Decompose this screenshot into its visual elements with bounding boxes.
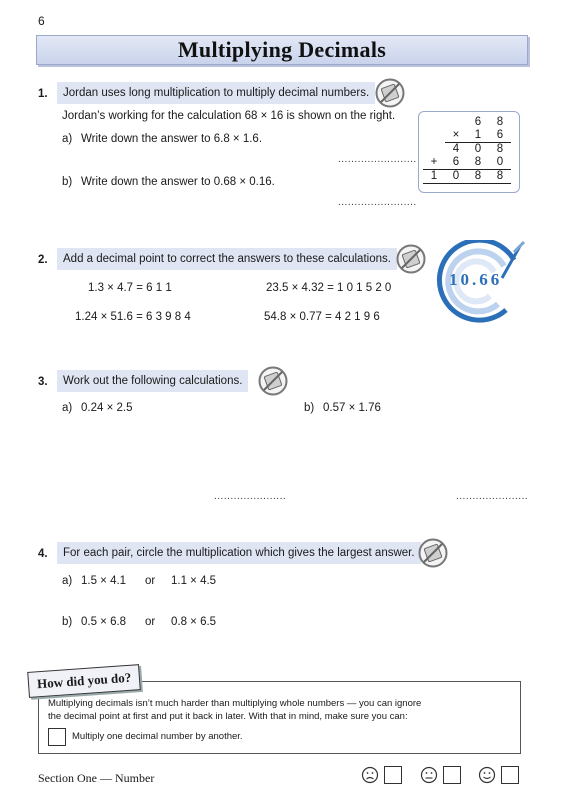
neutral-face-checkbox[interactable]: [443, 766, 461, 784]
q4-a-or: or: [145, 575, 156, 587]
q1-b-text: Write down the answer to 0.68 × 0.16.: [81, 176, 275, 188]
q4-prompt: For each pair, circle the multiplication which gives the largest answer.: [57, 542, 421, 564]
q3-a-text: 0.24 × 2.5: [81, 402, 133, 414]
q2-calc-1: 1.3 × 4.7 = 6 1 1: [88, 282, 172, 294]
page-title-bar: [36, 35, 528, 65]
q4-b-label: b): [62, 616, 73, 628]
q1-number: 1.: [38, 88, 48, 100]
q1-b-answer-line[interactable]: ........................: [338, 197, 417, 208]
q2-number: 2.: [38, 254, 48, 266]
q3-a-label: a): [62, 402, 73, 414]
q2-calc-2: 23.5 × 4.32 = 1 0 1 5 2 0: [266, 282, 392, 294]
happy-face-icon: [478, 766, 496, 784]
working-row: × 1 6: [423, 129, 511, 143]
page-number: 6: [38, 14, 45, 28]
sad-face-checkbox[interactable]: [384, 766, 402, 784]
no-calculator-icon: [258, 366, 288, 396]
q4-a-right[interactable]: 1.1 × 4.5: [171, 575, 217, 587]
q3-b-label: b): [304, 402, 315, 414]
happy-face-checkbox[interactable]: [501, 766, 519, 784]
q1-b-label: b): [62, 176, 73, 188]
q3-b-answer-line[interactable]: ......................: [456, 491, 529, 502]
working-table: [423, 116, 511, 184]
how-did-you-do-tag: How did you do?: [27, 664, 141, 698]
working-row: 4 0 8: [452, 143, 504, 155]
q3-number: 3.: [38, 376, 48, 388]
page-title: Multiplying Decimals: [177, 37, 387, 62]
how-did-you-do-line-2: the decimal point at first and put it back in later. With that in mind, make sure you can:: [48, 711, 408, 722]
q4-b-left[interactable]: 0.5 × 6.8: [81, 616, 127, 628]
q3-b-text: 0.57 × 1.76: [323, 402, 381, 414]
q4-a-left[interactable]: 1.5 × 4.1: [81, 575, 127, 587]
q2-prompt: Add a decimal point to correct the answers to these calculations.: [57, 248, 397, 270]
neutral-face-icon: [420, 766, 438, 784]
checklist-checkbox[interactable]: [48, 728, 66, 746]
no-calculator-icon: [396, 244, 426, 274]
sad-face-icon: [361, 766, 379, 784]
long-multiplication-working: [418, 111, 520, 193]
q1-prompt: Jordan uses long multiplication to multiply decimal numbers.: [57, 82, 375, 104]
working-row: 1 0 8 8: [423, 170, 511, 184]
q4-b-right[interactable]: 0.8 × 6.5: [171, 616, 217, 628]
working-row: + 6 8 0: [423, 156, 511, 170]
checklist-item: Multiply one decimal number by another.: [72, 731, 243, 742]
how-did-you-do-text: [48, 697, 513, 723]
how-did-you-do-line-1: Multiplying decimals isn’t much harder than multiplying whole numbers — you can ignore: [48, 698, 422, 709]
section-footer: Section One — Number: [38, 771, 155, 785]
working-row: 6 8: [474, 116, 504, 128]
q2-calc-3: 1.24 × 51.6 = 6 3 9 8 4: [75, 311, 191, 323]
q2-calc-4: 54.8 × 0.77 = 4 2 1 9 6: [264, 311, 380, 323]
q1-a-label: a): [62, 133, 73, 145]
q3-a-answer-line[interactable]: ......................: [214, 491, 287, 502]
q4-b-or: or: [145, 616, 156, 628]
no-calculator-icon: [375, 78, 405, 108]
q1-a-text: Write down the answer to 6.8 × 1.6.: [81, 133, 263, 145]
q4-a-label: a): [62, 575, 73, 587]
q1-a-answer-line[interactable]: ........................: [338, 154, 417, 165]
q1-intro: Jordan’s working for the calculation 68 × 16 is shown on the right.: [62, 110, 396, 122]
q3-prompt: Work out the following calculations.: [57, 370, 248, 392]
no-calculator-icon: [418, 538, 448, 568]
q4-number: 4.: [38, 548, 48, 560]
target-number: 10.66: [449, 270, 503, 289]
